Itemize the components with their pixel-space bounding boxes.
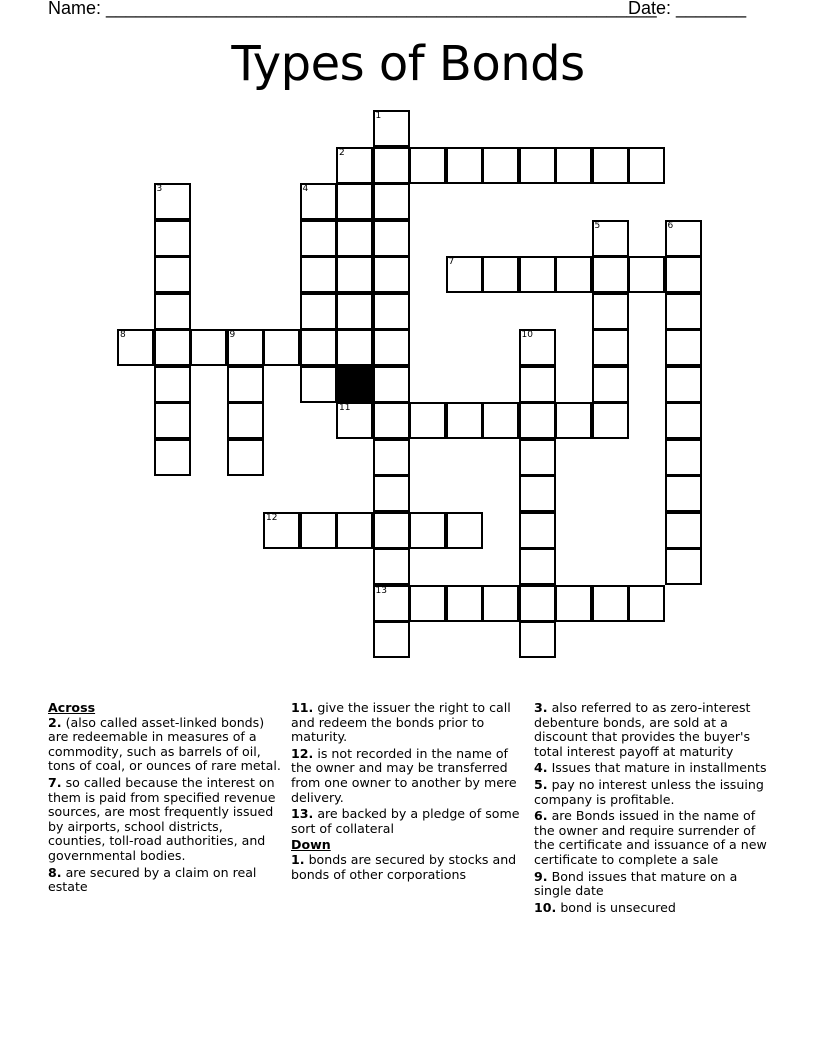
grid-cell[interactable] [592,366,629,403]
clue-item [48,776,283,864]
grid-cell[interactable] [628,256,665,293]
clue-text: so called because the interest on them is paid from specified revenue sources, are most frequently issued by airports, school districts, counties, toll-road authorities, and governmental bodies. [48,774,276,863]
grid-cell[interactable] [336,402,373,439]
grid-cell[interactable] [154,439,191,476]
clue-number-label: 2. [48,714,62,730]
clue-item [291,807,526,836]
grid-cell[interactable] [446,585,483,622]
clue-text: are backed by a pledge of some sort of collateral [291,806,520,836]
grid-cell[interactable] [628,585,665,622]
down-heading: Down [291,837,331,853]
grid-cell[interactable] [373,475,410,512]
across-heading: Across [48,700,96,715]
grid-cell[interactable] [373,402,410,439]
grid-cell[interactable] [592,256,629,293]
clue-number: 1 [375,111,382,121]
grid-cell[interactable] [154,183,191,220]
grid-cell[interactable] [373,256,410,293]
clue-text: is not recorded in the name of the owner and may be transferred from one owner to another by mere delivery. [291,745,517,805]
grid-cell[interactable] [373,366,410,403]
grid-cell[interactable] [263,512,300,549]
grid-cell[interactable] [336,147,373,184]
grid-cell[interactable] [117,329,154,366]
grid-cell[interactable] [555,585,592,622]
date-field[interactable]: Date: _______ [628,0,747,18]
grid-cell[interactable] [336,220,373,257]
clue-number-label: 5. [534,776,548,792]
grid-cell[interactable] [336,329,373,366]
name-field[interactable]: Name: _______________________________________________________ [48,0,657,18]
grid-cell[interactable] [336,512,373,549]
grid-cell[interactable] [336,293,373,330]
grid-cell[interactable] [555,147,592,184]
grid-cell[interactable] [665,439,702,476]
grid-cell[interactable] [227,439,264,476]
grid-cell[interactable] [154,402,191,439]
grid-cell[interactable] [154,220,191,257]
clue-number: 6 [667,220,674,231]
grid-cell[interactable] [373,147,410,184]
grid-cell[interactable] [154,293,191,330]
grid-cell[interactable] [482,402,519,439]
grid-cell[interactable] [665,220,702,257]
grid-cell[interactable] [409,512,446,549]
grid-cell[interactable] [373,621,410,658]
grid-cell[interactable] [373,512,410,549]
clue-item [534,761,770,776]
clue-item [534,778,770,807]
grid-cell[interactable] [300,366,337,403]
grid-cell[interactable] [519,548,556,585]
grid-cell[interactable] [300,220,337,257]
grid-cell[interactable] [373,585,410,622]
clue-item [291,701,526,745]
clue-text: also referred to as zero-interest debenture bonds, are sold at a discount that provides the buyer's total interest payoff at maturity [534,700,751,759]
grid-cell[interactable] [373,183,410,220]
clue-number: 9 [229,330,236,340]
grid-cell[interactable] [665,329,702,366]
clue-text: are Bonds issued in the name of the owner and require surrender of the certificate and issuance of a new certificate to complete a sale [534,808,767,867]
grid-cell[interactable] [519,585,556,622]
grid-cell[interactable] [409,402,446,439]
clue-text: bonds are secured by stocks and bonds of other corporations [291,851,517,882]
grid-cell[interactable] [519,329,556,366]
grid-cell[interactable] [555,256,592,293]
grid-cell[interactable] [665,512,702,549]
grid-cell[interactable] [300,183,337,220]
clue-item [291,747,526,805]
clue-number: 2 [339,147,345,158]
grid-cell[interactable] [373,439,410,476]
grid-cell[interactable] [300,512,337,549]
grid-cell[interactable] [336,256,373,293]
clue-item [534,809,770,867]
clue-number: 13 [375,585,387,596]
grid-cell[interactable] [519,621,556,658]
grid-cell[interactable] [227,366,264,403]
black-cell [336,366,373,403]
clue-item [534,870,770,899]
grid-cell[interactable] [154,329,191,366]
grid-cell[interactable] [519,439,556,476]
grid-cell[interactable] [592,220,629,257]
clue-number: 12 [266,512,278,523]
grid-cell[interactable] [373,293,410,330]
grid-cell[interactable] [665,402,702,439]
grid-cell[interactable] [300,293,337,330]
clue-item [291,853,526,882]
grid-cell[interactable] [446,256,483,293]
grid-cell[interactable] [665,256,702,293]
grid-cell[interactable] [227,329,264,366]
grid-cell[interactable] [555,402,592,439]
grid-cell[interactable] [519,147,556,184]
grid-cell[interactable] [373,548,410,585]
clue-number: 5 [594,220,601,231]
clue-number-label: 12. [291,745,314,761]
clue-item [48,716,283,774]
grid-cell[interactable] [409,147,446,184]
grid-cell[interactable] [373,220,410,257]
clue-text: (also called asset-linked bonds) are redeemable in measures of a commodity, such as barrels of oil, tons of coal, or ounces of rare metal. [48,714,281,774]
grid-cell[interactable] [373,329,410,366]
grid-cell[interactable] [665,475,702,512]
grid-cell[interactable] [592,293,629,330]
grid-cell[interactable] [336,183,373,220]
grid-cell[interactable] [665,366,702,403]
clue-number: 7 [448,257,455,267]
grid-cell[interactable] [482,256,519,293]
clue-number: 3 [156,184,163,194]
clue-number-label: 7. [48,774,62,790]
grid-cell[interactable] [592,329,629,366]
grid-cell[interactable] [373,110,410,147]
clue-item [534,701,770,759]
clue-number: 8 [120,330,126,340]
grid-cell[interactable] [446,512,483,549]
grid-cell[interactable] [482,147,519,184]
clue-number-label: 10. [534,899,557,915]
grid-cell[interactable] [519,512,556,549]
clue-text: bond is unsecured [556,899,676,915]
grid-cell[interactable] [300,329,337,366]
clue-text: pay no interest unless the issuing company is profitable. [534,776,764,807]
clue-number-label: 8. [48,864,62,880]
clue-number: 10 [521,330,533,340]
grid-cell[interactable] [592,402,629,439]
grid-cell[interactable] [628,147,665,184]
grid-cell[interactable] [446,147,483,184]
clue-text: give the issuer the right to call and redeem the bonds prior to maturity. [291,700,511,745]
clue-text: are secured by a claim on real estate [48,864,257,895]
grid-cell[interactable] [154,366,191,403]
grid-cell[interactable] [519,475,556,512]
grid-cell[interactable] [665,293,702,330]
grid-cell[interactable] [519,402,556,439]
clue-item [48,866,283,895]
grid-cell[interactable] [519,256,556,293]
grid-cell[interactable] [154,256,191,293]
grid-cell[interactable] [263,329,300,366]
clues-column-3 [534,701,770,917]
clue-number-label: 13. [291,806,314,822]
grid-cell[interactable] [519,366,556,403]
grid-cell[interactable] [482,585,519,622]
grid-cell[interactable] [592,147,629,184]
grid-cell[interactable] [300,256,337,293]
clue-number: 4 [302,184,309,194]
clue-number: 11 [339,403,351,413]
clue-number-label: 11. [291,700,314,715]
grid-cell[interactable] [409,585,446,622]
grid-cell[interactable] [446,402,483,439]
grid-cell[interactable] [592,585,629,622]
clues-column-1 [48,701,283,897]
clue-text: Bond issues that mature on a single date [534,868,738,899]
clue-text: Issues that mature in installments [547,760,767,776]
clue-number-label: 3. [534,700,548,715]
grid-cell[interactable] [665,548,702,585]
grid-cell[interactable] [227,402,264,439]
page-title: Types of Bonds [231,36,585,92]
clue-item [534,901,770,916]
clue-number-label: 9. [534,868,548,884]
clue-number-label: 4. [534,760,548,776]
clues-column-2 [291,701,526,884]
clue-number-label: 1. [291,851,305,867]
clue-number-label: 6. [534,808,548,824]
grid-cell[interactable] [190,329,227,366]
